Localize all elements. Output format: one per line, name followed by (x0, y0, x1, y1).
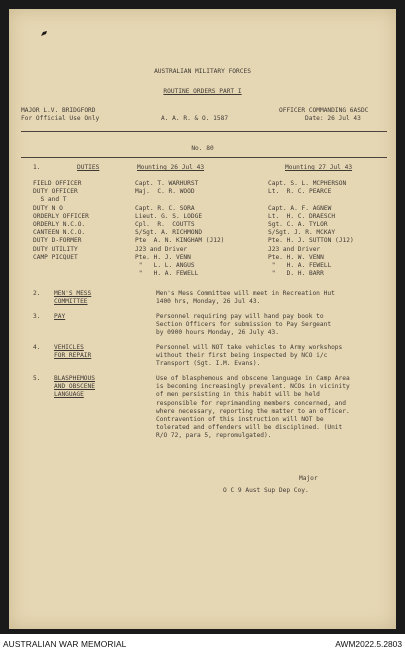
document-subtitle: ROUTINE ORDERS PART I (163, 88, 242, 95)
item-4-body: Personnel will NOT take vehicles to Army workshops without their first being inspected by NCO i/c Transport (Sgt. I.M. Evans). (156, 344, 343, 368)
reference: A. A. R. & O. 1587 (161, 115, 229, 122)
item-5-body: Use of blasphemous and obscene language in Camp Area is becoming increasingly prevalent. NCOs in vicinity of men persisting in this habit will be held responsible for reprimanding members concerned, and where necessary, reporting the matter to an officer. Contravention of this instruction will NOT be tolerated and offenders will be disciplined. (Unit R/O 72, para 5, repromulgated). (156, 375, 350, 440)
signature-rank: Major (299, 475, 318, 482)
duty-roles: FIELD OFFICER DUTY OFFICER S and T DUTY N O ORDERLY OFFICER ORDERLY N.C.O. CANTEEN N.C.O. DUTY D-FORMER DUTY UTILITY CAMP PICQUET (33, 180, 89, 261)
signature-unit: O C 9 Aust Sup Dep Coy. (223, 487, 309, 494)
document-sheet (9, 9, 396, 629)
duty-roster-26: Capt. T. WARHURST Maj. C. R. WOOD Capt. R. C. SORA Lieut. G. S. LODGE Cpl. R. COUTTS S/Sgt. A. RICHMOND Pte A. N. KINGHAM (J12) J23 and Driver Pte. H. J. VENN " L. L. ANGUS " H. A. FEWELL (135, 180, 225, 278)
item-3-heading: PAY (54, 313, 66, 320)
archive-footer (0, 634, 405, 653)
item-2-number: 2. (33, 290, 41, 297)
item-3-body: Personnel requiring pay will hand pay book to Section Officers for submission to Pay Sergeant by 0900 hours Monday, 26 July 43. (156, 313, 332, 337)
item-5-number: 5. (33, 375, 41, 382)
item-1-number: 1. (33, 164, 41, 171)
item-2-heading: MEN'S MESS COMMITTEE (54, 290, 92, 306)
order-date: Date: 26 Jul 43 (305, 115, 361, 122)
officer-commanding: OFFICER COMMANDING 6ASDC (279, 107, 369, 114)
ink-mark-icon (40, 31, 48, 37)
item-5-heading: BLASPHEMOUS AND OBSCENE LANGUAGE (54, 375, 95, 399)
header-rule (21, 131, 387, 132)
duty-roster-27: Capt. S. L. MCPHERSON Lt. R. C. PEARCE Capt. A. F. AGNEW Lt. H. C. DRAESCH Sgt. C. A. TYLOR S/Sgt. J. R. MCKAY Pte. H. J. SUTTON (J12) J23 and Driver Pte. H. W. VENN " H. A. FEWELL " D. H. BARR (268, 180, 354, 278)
classification: For Official Use Only (21, 115, 100, 122)
order-number: No. 80 (191, 145, 214, 152)
order-number-rule (21, 157, 387, 158)
archive-accession-number: AWM2022.5.2803 (335, 639, 402, 649)
item-1-mounting-27: Mounting 27 Jul 43 (285, 164, 353, 171)
item-1-mounting-26: Mounting 26 Jul 43 (137, 164, 205, 171)
item-1-heading: DUTIES (77, 164, 100, 171)
item-2-body: Men's Mess Committee will meet in Recreation Hut 1400 hrs, Monday, 26 Jul 43. (156, 290, 335, 306)
item-3-number: 3. (33, 313, 41, 320)
item-4-number: 4. (33, 344, 41, 351)
archive-name: AUSTRALIAN WAR MEMORIAL (3, 639, 127, 649)
issuer-name: MAJOR L.V. BRIDGFORD (21, 107, 96, 114)
document-title: AUSTRALIAN MILITARY FORCES (154, 68, 251, 75)
item-4-heading: VEHICLES FOR REPAIR (54, 344, 92, 360)
